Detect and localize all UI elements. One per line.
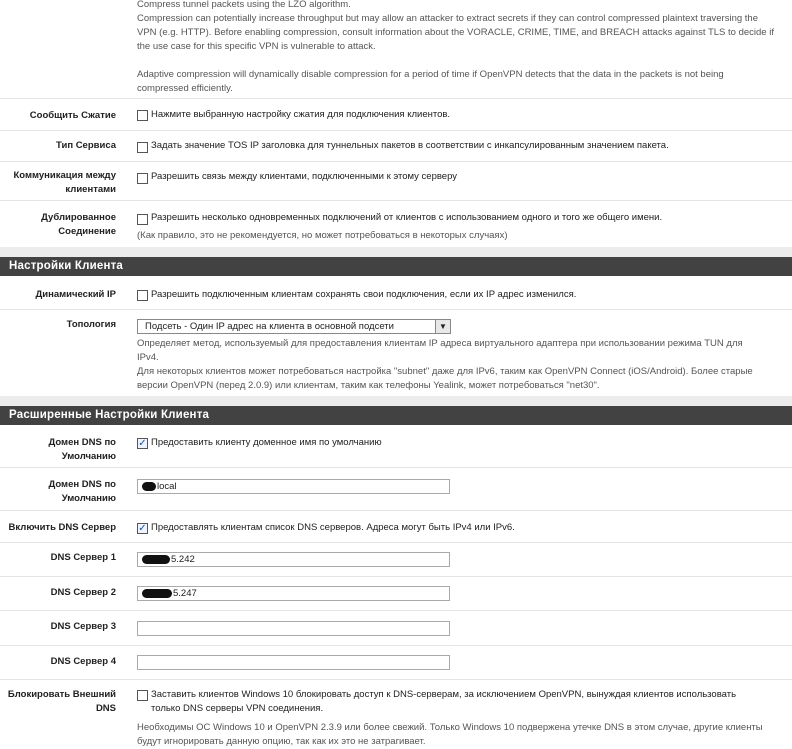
compression-help-line6: compressed efficiently. <box>137 83 233 94</box>
dns-domain-input[interactable] <box>137 479 450 494</box>
dns-server-2-input[interactable] <box>137 586 450 601</box>
dns-server-3-row <box>0 611 792 646</box>
block-dns-label-line2: DNS <box>95 703 116 714</box>
duplicate-checkbox[interactable] <box>137 214 148 225</box>
compression-help-line4: the use case for this specific VPN is vulnerable to attack. <box>137 41 376 52</box>
block-dns-text-line2: только DNS серверы VPN соединения. <box>151 703 324 714</box>
block-dns-row <box>0 680 792 747</box>
inter-client-row <box>0 162 792 201</box>
dns-server-3-label: DNS Сервер 3 <box>50 621 116 632</box>
dns-default-domain-label-line2: Умолчанию <box>61 451 116 462</box>
inter-client-label-line1: Коммуникация между <box>13 170 116 181</box>
dns-server-2-row <box>0 577 792 611</box>
block-dns-checkbox[interactable] <box>137 690 148 701</box>
topology-help-line1: Определяет метод, используемый для предоставления клиентам IP адреса виртуального адаптера при использовании режима TUN для <box>137 338 743 349</box>
dns-default-domain-label-line1: Домен DNS по <box>48 437 116 448</box>
dynamic-ip-row <box>0 277 792 310</box>
dns-domain-row <box>0 468 792 511</box>
dns-server-4-input[interactable] <box>137 655 450 670</box>
dns-server-1-label: DNS Сервер 1 <box>50 552 116 563</box>
section-spacer-2 <box>0 396 792 406</box>
push-compression-checkbox[interactable] <box>137 110 148 121</box>
block-dns-text-line1: Заставить клиентов Windows 10 блокировать доступ к DNS-серверам, за исключением OpenVPN, вынуждая клиентов использовать <box>151 689 737 700</box>
client-settings-header: Настройки Клиента <box>0 257 792 276</box>
type-of-service-row <box>0 131 792 162</box>
dynamic-ip-text: Разрешить подключенным клиентам сохранять свои подключения, если их IP адрес изменился. <box>151 289 577 300</box>
dns-server-4-row <box>0 646 792 680</box>
redaction-mark <box>142 589 172 598</box>
type-of-service-checkbox[interactable] <box>137 142 148 153</box>
advanced-client-settings-header: Расширенные Настройки Клиента <box>0 406 792 425</box>
duplicate-label-line2: Соединение <box>58 226 116 237</box>
topology-help-line4: версии OpenVPN (перед 2.0.9) или клиентам, таким как телефоны Yealink, может потребоваться "net30". <box>137 380 600 391</box>
dns-server-2-label: DNS Сервер 2 <box>50 587 116 598</box>
push-compression-label: Сообщить Сжатие <box>29 110 116 121</box>
dns-server-2-value: 5.247 <box>173 588 197 599</box>
inter-client-checkbox[interactable] <box>137 173 148 184</box>
redaction-mark <box>142 482 156 491</box>
inter-client-label-line2: клиентами <box>65 184 116 195</box>
section-spacer <box>0 247 792 257</box>
dynamic-ip-checkbox[interactable] <box>137 290 148 301</box>
dns-server-4-label: DNS Сервер 4 <box>50 656 116 667</box>
dns-domain-label-line2: Умолчанию <box>61 493 116 504</box>
inter-client-text: Разрешить связь между клиентами, подключенными к этому серверу <box>151 171 458 182</box>
duplicate-text: Разрешить несколько одновременных подключений от клиентов с использованием одного и того же общего имени. <box>151 212 663 223</box>
duplicate-help: (Как правило, это не рекомендуется, но может потребоваться в некоторых случаях) <box>137 230 508 241</box>
topology-help-line2: IPv4. <box>137 352 159 363</box>
dns-default-domain-text: Предоставить клиенту доменное имя по умолчанию <box>151 437 382 448</box>
dns-server-1-row <box>0 543 792 577</box>
redaction-mark <box>142 555 170 564</box>
dns-server-1-value: 5.242 <box>171 554 195 565</box>
dns-server-enable-checkbox[interactable] <box>137 523 148 534</box>
duplicate-connection-row <box>0 201 792 247</box>
dns-server-enable-row <box>0 511 792 543</box>
topology-row <box>0 310 792 396</box>
checkmark-icon: ✓ <box>138 522 147 534</box>
topology-select[interactable] <box>137 319 451 334</box>
compression-help-line5: Adaptive compression will dynamically disable compression for a period of time if OpenVPN detects that the data in the packets is not being <box>137 69 724 80</box>
compression-help-line1: Compress tunnel packets using the LZO algorithm. <box>137 0 351 10</box>
dns-domain-label-line1: Домен DNS по <box>48 479 116 490</box>
compression-help-line3: VPN (e.g. HTTP). Before enabling compression, consult information about the VORACLE, CRIME, TIME, and BREACH attacks against TLS to decide if <box>137 27 774 38</box>
block-dns-help-line1: Необходимы ОС Windows 10 и OpenVPN 2.3.9 или более свежий. Только Windows 10 подвержена утечке DNS в этом случае, другие клиенты <box>137 722 763 733</box>
compression-help-row <box>0 0 792 99</box>
dns-domain-value: local <box>157 481 177 492</box>
block-dns-label-line1: Блокировать Внешний <box>7 689 116 700</box>
type-of-service-label: Тип Сервиса <box>56 140 116 151</box>
dns-default-domain-checkbox[interactable] <box>137 438 148 449</box>
dns-default-domain-row <box>0 426 792 468</box>
dns-server-enable-text: Предоставлять клиентам список DNS серверов. Адреса могут быть IPv4 или IPv6. <box>151 522 515 533</box>
dynamic-ip-label: Динамический IP <box>35 289 116 300</box>
topology-selected-value: Подсеть - Один IP адрес на клиента в основной подсети <box>145 321 394 332</box>
checkmark-icon: ✓ <box>138 437 147 449</box>
block-dns-help-line2: будут игнорировать данную опцию, так как их это не затрагивает. <box>137 736 426 747</box>
dns-server-3-input[interactable] <box>137 621 450 636</box>
topology-label: Топология <box>66 319 116 330</box>
compression-help-line2: Compression can potentially increase throughput but may allow an attacker to extract secrets if they can control compressed plaintext traversing the <box>137 13 758 24</box>
topology-help-line3: Для некоторых клиентов может потребоваться настройка "subnet" даже для IPv6, таким как OpenVPN Connect (iOS/Android). Более старые <box>137 366 753 377</box>
dns-server-1-input[interactable] <box>137 552 450 567</box>
chevron-down-icon[interactable]: ▼ <box>435 320 450 333</box>
push-compression-text: Нажмите выбранную настройку сжатия для подключения клиентов. <box>151 109 451 120</box>
duplicate-label-line1: Дублированное <box>41 212 116 223</box>
push-compression-row <box>0 99 792 131</box>
dns-server-enable-label: Включить DNS Сервер <box>8 522 116 533</box>
type-of-service-text: Задать значение TOS IP заголовка для туннельных пакетов в соответствии с инкапсулированным значением пакета. <box>151 140 669 151</box>
